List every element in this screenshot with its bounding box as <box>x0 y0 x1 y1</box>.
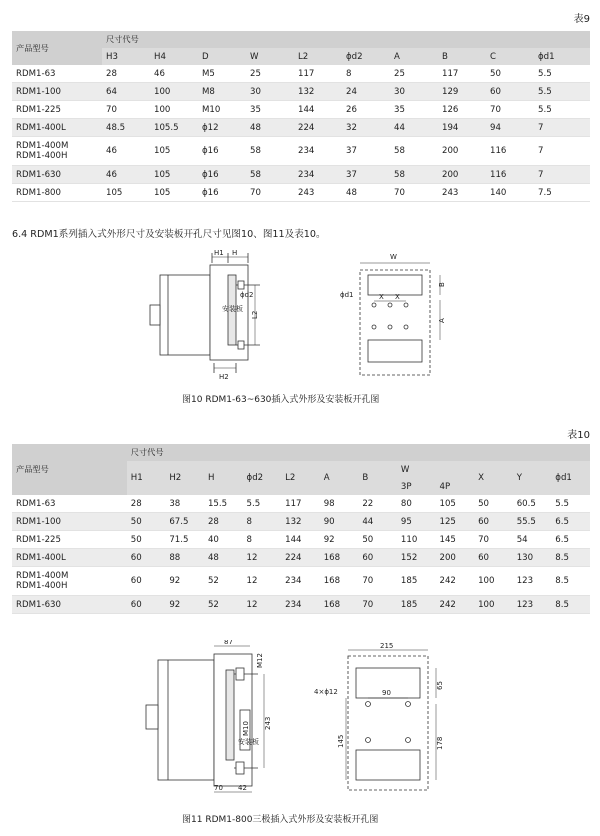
table10-cell: 6.5 <box>551 513 590 531</box>
table10-cell: 5.5 <box>243 495 282 513</box>
table9-cell: 48 <box>342 184 390 202</box>
table9-cell: 30 <box>246 83 294 101</box>
table9-cell: 46 <box>102 166 150 184</box>
model-name: RDM1-400M <box>16 141 69 151</box>
table-row <box>12 549 590 567</box>
table10-cell: 22 <box>358 495 397 513</box>
table9-cell: M8 <box>198 83 246 101</box>
table9-cell: 24 <box>342 83 390 101</box>
fig11-label-42: 42 <box>238 784 247 792</box>
table9-model-cell: RDM1-100 <box>12 83 102 101</box>
table9-cell: 234 <box>294 166 342 184</box>
table10-cell: 70 <box>358 596 397 614</box>
table9-cell: 48 <box>246 119 294 137</box>
fig10-label-h1: H1 <box>214 249 224 257</box>
table9-col-header: ϕd1 <box>534 48 590 65</box>
fig11-label-m10: M10 <box>242 721 250 736</box>
table10-col-header: L2 <box>281 461 320 495</box>
table9-cell: 140 <box>486 184 534 202</box>
table9-cell: 243 <box>438 184 486 202</box>
table10-cell: 132 <box>281 513 320 531</box>
table9-model-cell: RDM1-630 <box>12 166 102 184</box>
table9-cell: 30 <box>390 83 438 101</box>
table9-model-cell: RDM1-800 <box>12 184 102 202</box>
table10-cell: 8 <box>243 513 282 531</box>
table9-cell: 117 <box>438 65 486 83</box>
table9-cell: 8 <box>342 65 390 83</box>
table10-cell: 8.5 <box>551 549 590 567</box>
table10-model-cell <box>12 567 127 596</box>
table9-col-header: C <box>486 48 534 65</box>
table9 <box>12 31 590 202</box>
table9-cell: 37 <box>342 137 390 166</box>
table-row <box>12 495 590 513</box>
table9-cell: 105 <box>150 137 198 166</box>
table10-cell: 60 <box>127 596 166 614</box>
table10-col-header: ϕd2 <box>243 461 282 495</box>
table9-cell: 94 <box>486 119 534 137</box>
table10-model-cell: RDM1-63 <box>12 495 127 513</box>
table9-group-header: 尺寸代号 <box>102 31 590 48</box>
table10-model-cell: RDM1-100 <box>12 513 127 531</box>
fig10-label-plate: 安装板 <box>222 305 243 313</box>
table9-cell: 5.5 <box>534 65 590 83</box>
table9-cell: 44 <box>390 119 438 137</box>
table10-col-header: H2 <box>165 461 204 495</box>
fig11-label-70: 70 <box>214 784 223 792</box>
table10-cell: 200 <box>436 549 475 567</box>
table10-cell: 92 <box>165 567 204 596</box>
table9-col-header: A <box>390 48 438 65</box>
fig11-label-145: 145 <box>337 734 345 748</box>
table9-cell: 64 <box>102 83 150 101</box>
table10-cell: 98 <box>320 495 359 513</box>
table10-cell: 8.5 <box>551 567 590 596</box>
table9-model-header: 产品型号 <box>12 31 102 65</box>
table10-cell: 60 <box>127 549 166 567</box>
table10-cell: 15.5 <box>204 495 243 513</box>
table-row <box>12 119 590 137</box>
table9-cell: 7 <box>534 137 590 166</box>
table9-col-header: B <box>438 48 486 65</box>
table9-model-cell: RDM1-225 <box>12 101 102 119</box>
table9-cell: 35 <box>246 101 294 119</box>
table9-cell: 105 <box>150 184 198 202</box>
table9-cell: 58 <box>246 137 294 166</box>
table10-cell: 100 <box>474 567 513 596</box>
table10-cell: 50 <box>474 495 513 513</box>
fig10-label-phid1: ϕd1 <box>340 291 354 299</box>
table10-cell: 54 <box>513 531 552 549</box>
table9-cell: 105.5 <box>150 119 198 137</box>
table9-cell: 46 <box>150 65 198 83</box>
table10-col-header: X <box>474 461 513 495</box>
table9-cell: 105 <box>102 184 150 202</box>
table10-cell: 92 <box>165 596 204 614</box>
table9-cell: M10 <box>198 101 246 119</box>
fig10-label-h: H <box>232 249 238 257</box>
table9-cell: 194 <box>438 119 486 137</box>
table-row <box>12 65 590 83</box>
fig11-label-holes: 4×ϕ12 <box>314 688 338 696</box>
table10-cell: 70 <box>474 531 513 549</box>
table10 <box>12 444 590 614</box>
table9-body <box>12 65 590 202</box>
fig11-label-243: 243 <box>264 716 272 730</box>
fig10-side-view <box>150 253 260 373</box>
table9-cell: 70 <box>390 184 438 202</box>
fig10-label-b: B <box>438 282 446 287</box>
table9-cell: 132 <box>294 83 342 101</box>
table9-tag: 表9 <box>573 14 590 25</box>
fig11-label-65: 65 <box>436 681 444 690</box>
table10-cell: 80 <box>397 495 436 513</box>
table10-cell: 28 <box>204 513 243 531</box>
table10-cell: 67.5 <box>165 513 204 531</box>
table9-cell: 200 <box>438 137 486 166</box>
table9-cell: 116 <box>486 137 534 166</box>
figure10-drawing <box>0 245 600 385</box>
table9-cell: 7 <box>534 119 590 137</box>
table-row <box>12 101 590 119</box>
table9-cell: 70 <box>486 101 534 119</box>
table9-cell: 234 <box>294 137 342 166</box>
figure11-caption: 图11 RDM1-800三极插入式外形及安装板开孔图 <box>182 815 379 825</box>
table9-cell: 7 <box>534 166 590 184</box>
table10-cell: 60 <box>474 513 513 531</box>
table10-cell: 44 <box>358 513 397 531</box>
fig11-panel-view <box>346 650 436 790</box>
fig10-label-x2: X <box>395 293 400 301</box>
table10-model-header: 产品型号 <box>12 444 127 495</box>
table10-cell: 125 <box>436 513 475 531</box>
table9-cell: ϕ12 <box>198 119 246 137</box>
table9-cell: 224 <box>294 119 342 137</box>
table9-cell: 32 <box>342 119 390 137</box>
table-row <box>12 184 590 202</box>
table9-cell: 200 <box>438 166 486 184</box>
table10-cell: 100 <box>474 596 513 614</box>
table10-cell: 168 <box>320 549 359 567</box>
table9-model-cell: RDM1-400L <box>12 119 102 137</box>
table9-cell: 46 <box>102 137 150 166</box>
table9-model-cell: RDM1-63 <box>12 65 102 83</box>
table10-cell: 105 <box>436 495 475 513</box>
table10-cell: 55.5 <box>513 513 552 531</box>
table-row <box>12 531 590 549</box>
table10-cell: 224 <box>281 549 320 567</box>
table9-col-header: ϕd2 <box>342 48 390 65</box>
section-text: 6.4 RDM1系列插入式外形尺寸及安装板开孔尺寸见图10、图11及表10。 <box>12 229 326 240</box>
table10-cell: 130 <box>513 549 552 567</box>
table10-model-cell: RDM1-630 <box>12 596 127 614</box>
table10-cell: 90 <box>320 513 359 531</box>
fig10-label-l2: L2 <box>251 310 259 319</box>
table9-cell: 37 <box>342 166 390 184</box>
table10-cell: 117 <box>281 495 320 513</box>
fig10-label-w: W <box>390 253 397 261</box>
table10-cell: 5.5 <box>551 495 590 513</box>
table10-cell: 50 <box>358 531 397 549</box>
table10-col-header: H1 <box>127 461 166 495</box>
table9-cell: ϕ16 <box>198 137 246 166</box>
fig11-label-plate: 安装板 <box>238 738 259 746</box>
table10-w-sub-header: 4P <box>436 478 475 495</box>
table9-col-header: D <box>198 48 246 65</box>
table10-cell: 60 <box>358 549 397 567</box>
table9-cell: 243 <box>294 184 342 202</box>
table10-cell: 50 <box>127 531 166 549</box>
fig11-label-215: 215 <box>380 642 394 650</box>
fig11-label-178: 178 <box>436 736 444 750</box>
fig10-label-a: A <box>438 318 446 323</box>
table10-cell: 60.5 <box>513 495 552 513</box>
table9-cell: 5.5 <box>534 83 590 101</box>
table9-cell: 126 <box>438 101 486 119</box>
table9-col-header: W <box>246 48 294 65</box>
fig10-label-phid2: ϕd2 <box>240 291 254 299</box>
table9-col-header: H3 <box>102 48 150 65</box>
table-row <box>12 596 590 614</box>
table9-col-header: H4 <box>150 48 198 65</box>
table10-cell: 70 <box>358 567 397 596</box>
table9-cell: 35 <box>390 101 438 119</box>
table10-cell: 242 <box>436 596 475 614</box>
table10-cell: 168 <box>320 567 359 596</box>
table10-group-header: 尺寸代号 <box>127 444 590 461</box>
table9-cell: ϕ16 <box>198 184 246 202</box>
table9-cell: 70 <box>102 101 150 119</box>
table-row <box>12 83 590 101</box>
table10-col-header: B <box>358 461 397 495</box>
table10-cell: 152 <box>397 549 436 567</box>
table10-cell: 12 <box>243 567 282 596</box>
table9-cell: 25 <box>246 65 294 83</box>
table9-cell: 144 <box>294 101 342 119</box>
table10-cell: 123 <box>513 596 552 614</box>
table10-cell: 234 <box>281 596 320 614</box>
table10-cell: 185 <box>397 567 436 596</box>
table9-cell: 7.5 <box>534 184 590 202</box>
table10-col-header: H <box>204 461 243 495</box>
table9-cell: ϕ16 <box>198 166 246 184</box>
table9-cell: 5.5 <box>534 101 590 119</box>
model-name: RDM1-400H <box>16 151 68 161</box>
table9-cell: 100 <box>150 101 198 119</box>
table9-cell: 58 <box>246 166 294 184</box>
model-name: RDM1-400M <box>16 571 69 581</box>
table10-cell: 71.5 <box>165 531 204 549</box>
table10-model-cell: RDM1-400L <box>12 549 127 567</box>
table10-cell: 60 <box>474 549 513 567</box>
table10-cell: 28 <box>127 495 166 513</box>
table10-cell: 12 <box>243 596 282 614</box>
table10-body <box>12 495 590 614</box>
table10-cell: 234 <box>281 567 320 596</box>
table9-cell: 48.5 <box>102 119 150 137</box>
table10-cell: 168 <box>320 596 359 614</box>
table9-cell: 28 <box>102 65 150 83</box>
fig10-label-x1: X <box>379 293 384 301</box>
fig11-label-m12: M12 <box>256 653 264 668</box>
table10-cell: 88 <box>165 549 204 567</box>
table9-cell: 70 <box>246 184 294 202</box>
table10-w-header: W <box>397 461 474 478</box>
fig11-label-90: 90 <box>382 689 391 697</box>
table10-tag: 表10 <box>567 430 590 441</box>
table10-cell: 92 <box>320 531 359 549</box>
table10-cell: 50 <box>127 513 166 531</box>
figure10-caption: 图10 RDM1-63~630插入式外形及安装板开孔图 <box>182 395 380 405</box>
table10-cell: 52 <box>204 596 243 614</box>
table9-cell: 129 <box>438 83 486 101</box>
table10-col-header: Y <box>513 461 552 495</box>
table10-cell: 95 <box>397 513 436 531</box>
model-name: RDM1-400H <box>16 581 68 591</box>
table10-cell: 48 <box>204 549 243 567</box>
table10-model-cell: RDM1-225 <box>12 531 127 549</box>
fig10-label-h2: H2 <box>219 373 229 381</box>
table10-col-header: A <box>320 461 359 495</box>
table9-cell: 26 <box>342 101 390 119</box>
fig11-label-87: 87 <box>224 640 233 646</box>
fig11-side-view <box>146 646 264 792</box>
table10-cell: 185 <box>397 596 436 614</box>
table10-cell: 8.5 <box>551 596 590 614</box>
table9-cell: 25 <box>390 65 438 83</box>
fig10-panel-view <box>360 263 440 375</box>
table9-cell: 100 <box>150 83 198 101</box>
table10-cell: 242 <box>436 567 475 596</box>
table10-cell: 60 <box>127 567 166 596</box>
table10-w-sub-header: 3P <box>397 478 436 495</box>
table10-cell: 6.5 <box>551 531 590 549</box>
figure11-drawing <box>0 640 600 800</box>
table9-model-cell <box>12 137 102 166</box>
table9-cell: 105 <box>150 166 198 184</box>
table10-cell: 145 <box>436 531 475 549</box>
table10-cell: 8 <box>243 531 282 549</box>
table10-cell: 38 <box>165 495 204 513</box>
table10-cell: 144 <box>281 531 320 549</box>
table10-cell: 40 <box>204 531 243 549</box>
table9-cell: 116 <box>486 166 534 184</box>
table10-cell: 110 <box>397 531 436 549</box>
table9-cell: 58 <box>390 166 438 184</box>
table-row <box>12 166 590 184</box>
table-row <box>12 567 590 596</box>
table10-cell: 52 <box>204 567 243 596</box>
table9-cell: 50 <box>486 65 534 83</box>
table9-cell: M5 <box>198 65 246 83</box>
table9-cell: 117 <box>294 65 342 83</box>
table10-col-header: ϕd1 <box>551 461 590 495</box>
table9-col-header: L2 <box>294 48 342 65</box>
table-row <box>12 137 590 166</box>
table10-cell: 123 <box>513 567 552 596</box>
table-row <box>12 513 590 531</box>
table9-cell: 58 <box>390 137 438 166</box>
table9-cell: 60 <box>486 83 534 101</box>
table10-cell: 12 <box>243 549 282 567</box>
